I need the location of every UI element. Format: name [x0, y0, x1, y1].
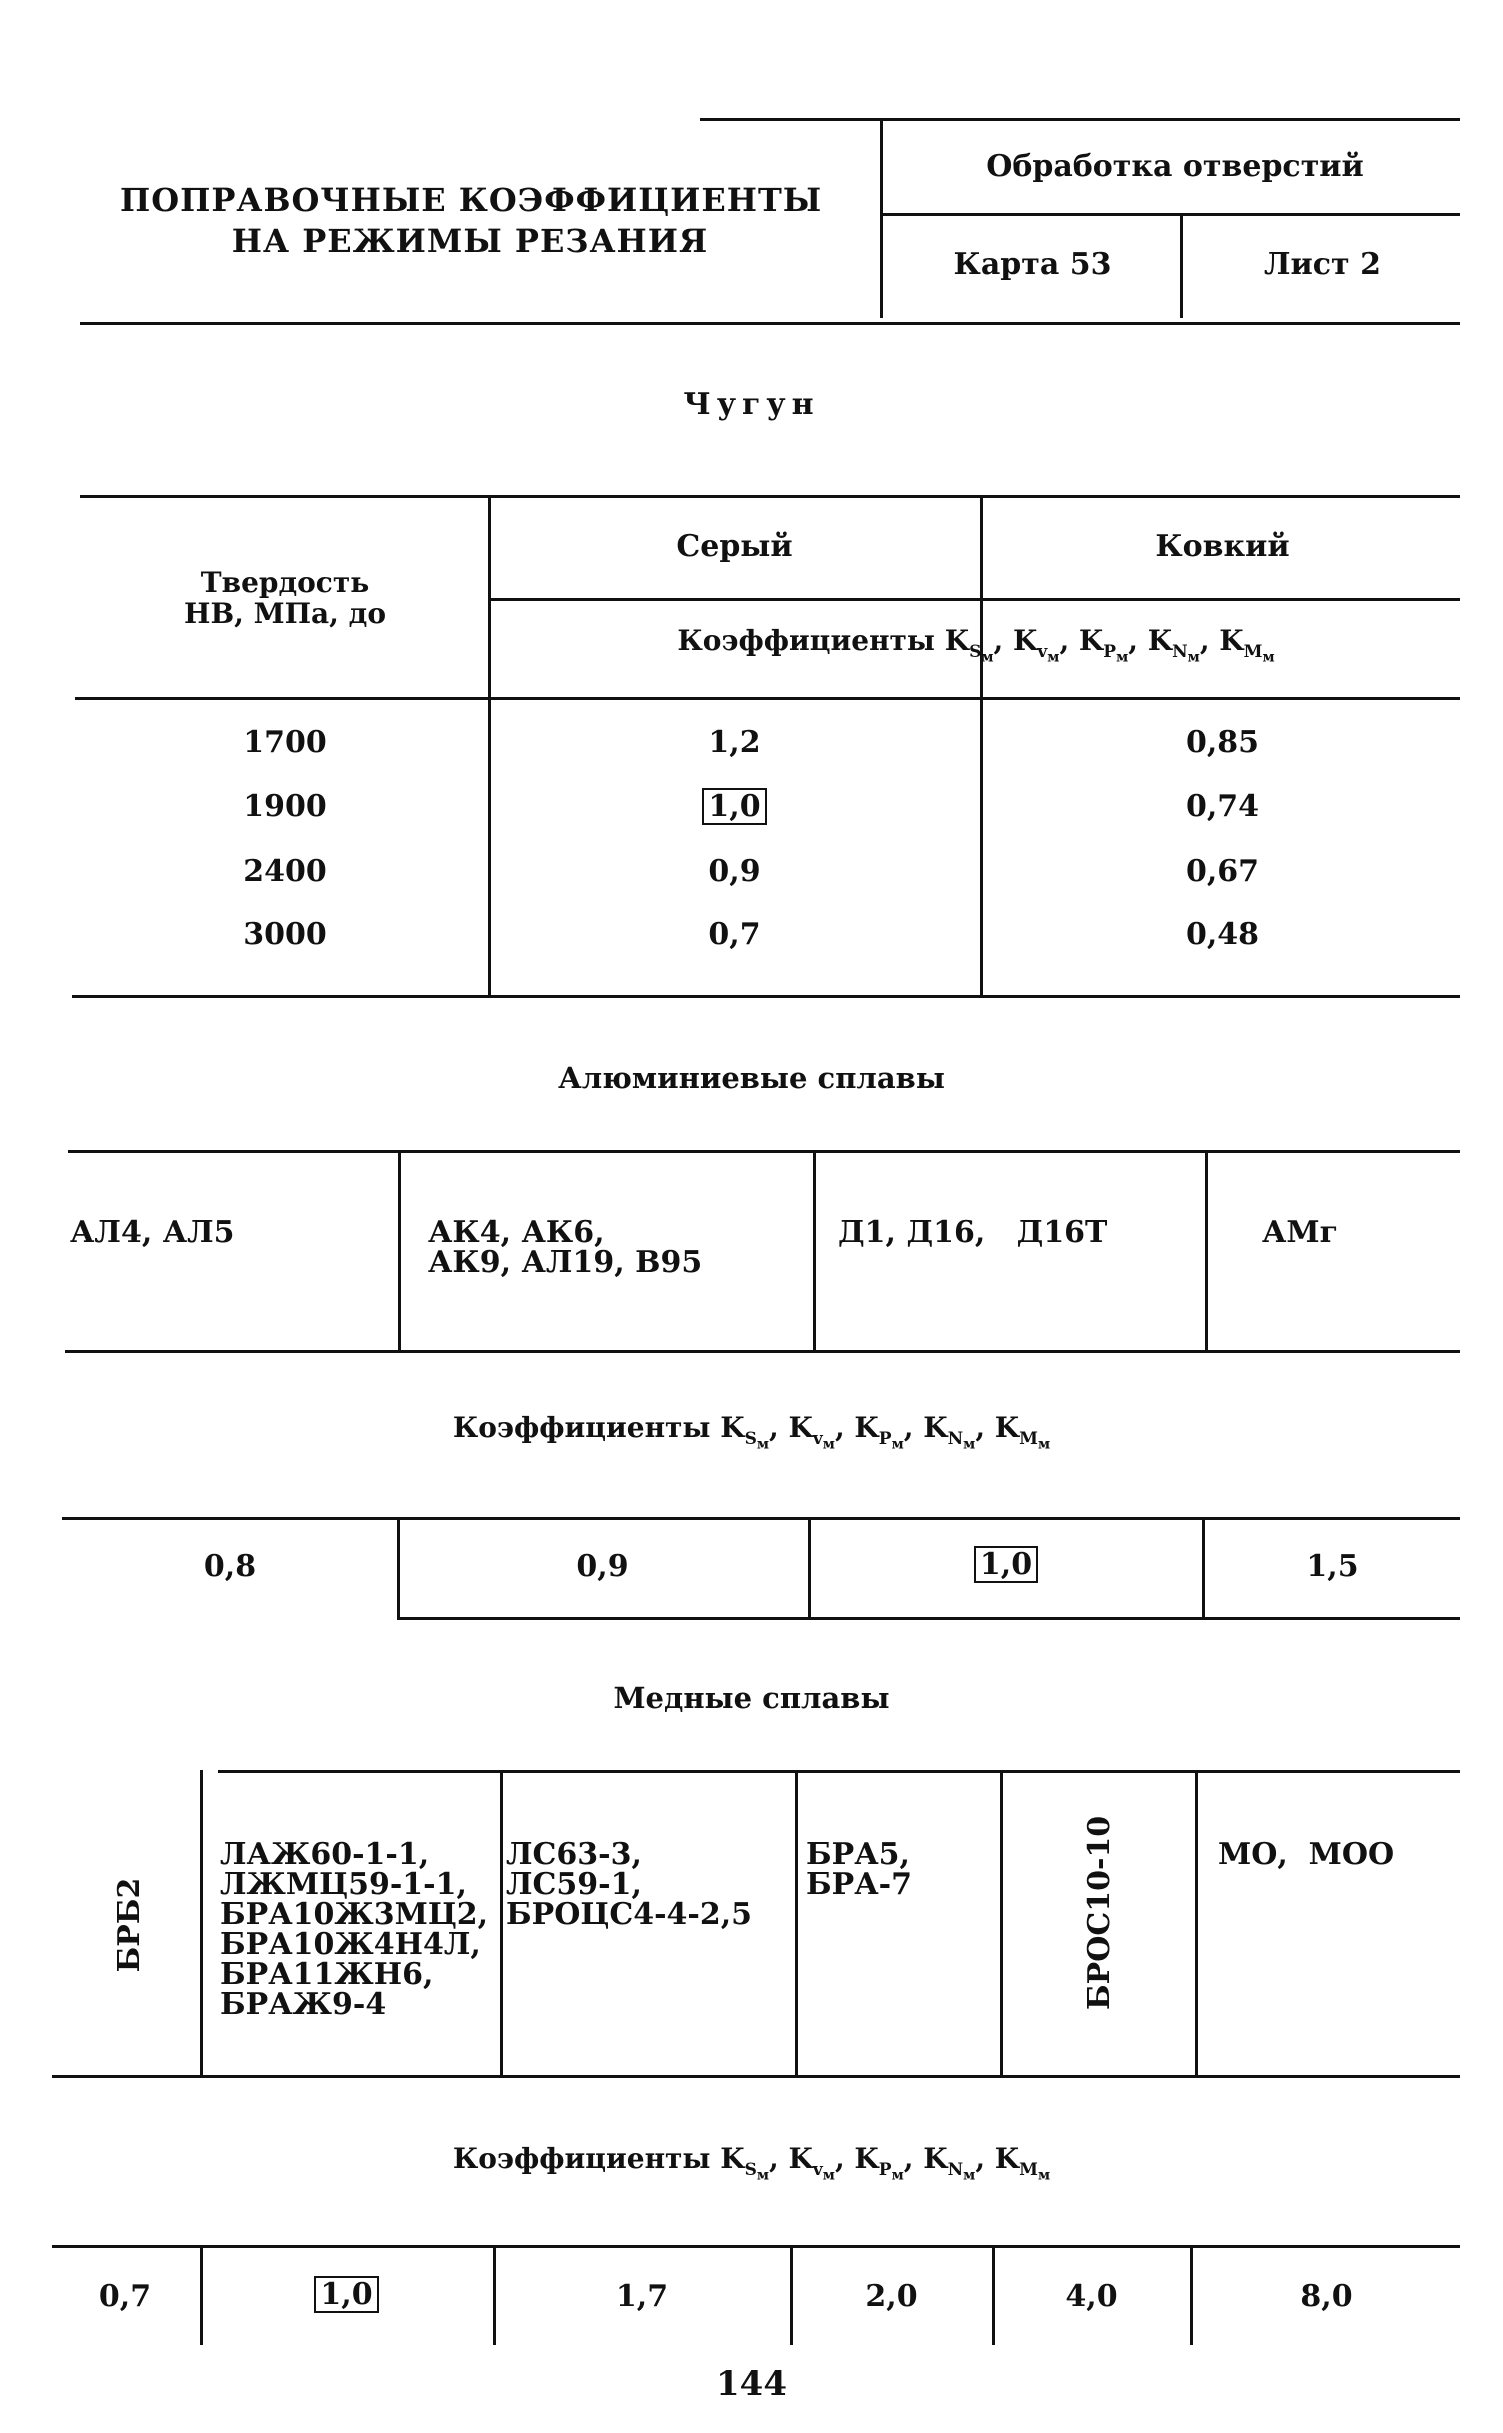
gray-value-text: 0,7: [708, 917, 761, 952]
header-card-divider: [1180, 213, 1183, 318]
coef-symbol: $K_{P_м}$,: [1069, 624, 1138, 665]
copper-group-2-line: ЛЖМЦ59-1-1,: [220, 1867, 467, 1902]
coef-symbol-subscript: Pм: [878, 2159, 904, 2183]
coef-symbol-subscript: Pм: [878, 1428, 904, 1452]
malleable-value: 0,74: [1185, 789, 1260, 824]
cast-iron-header-bottom-rule: [75, 697, 1460, 700]
copper-col-divider-5: [1195, 1770, 1198, 2075]
coef-symbol-subsubscript: м: [1116, 648, 1129, 665]
gray-value: [492, 855, 977, 890]
copper-col-divider-3: [795, 1770, 798, 2075]
coef-symbol-subsubscript: м: [981, 648, 994, 665]
hardness-value: 1900: [243, 789, 327, 824]
malleable-value: 0,67: [1185, 854, 1260, 889]
copper-group-4-line: БРА5,: [806, 1837, 910, 1872]
page-title-line1: ПОПРАВОЧНЫЕ КОЭФФИЦИЕНТЫ: [120, 181, 823, 219]
coef-symbol: $K_{N_м}$,: [1138, 624, 1210, 665]
gray-value: [492, 788, 977, 825]
copper-value: 2,0: [865, 2279, 918, 2314]
header-divider: [880, 118, 883, 318]
copper-groups-bottom-rule: [52, 2075, 1460, 2078]
coef-symbol-subsubscript: м: [963, 1435, 976, 1452]
coef-symbol: $K_{P_м}$,: [844, 1411, 914, 1452]
copper-group-bros10-10: БРОС10-10: [1082, 1815, 1117, 2010]
coef-symbol-subsubscript: м: [822, 2166, 835, 2183]
coef-symbol-subscript: Pм: [1103, 641, 1129, 665]
coef-symbol: $K_{P_м}$,: [844, 2142, 914, 2183]
coef-symbol-subscript: Mм: [1019, 1428, 1051, 1452]
coef-symbol: $K_{v_м}$,: [1003, 624, 1070, 665]
gray-value-boxed: 1,0: [702, 788, 766, 825]
sheet-number: Лист 2: [1264, 247, 1381, 282]
coef-symbol: $K_{M_м}$: [985, 2142, 1051, 2183]
copper-group-4-line: БРА-7: [806, 1867, 912, 1902]
coef-symbol-subsubscript: м: [1037, 1435, 1051, 1452]
coef-symbol-subscript: Sм: [744, 2159, 770, 2183]
page-title-line2: НА РЕЖИМЫ РЕЗАНИЯ: [231, 222, 709, 260]
aluminum-value-boxed: 1,0: [974, 1546, 1038, 1583]
coef-symbol-subsubscript: м: [891, 1435, 904, 1452]
coef-symbols: [944, 624, 1275, 665]
hardness-value: 2400: [243, 854, 327, 889]
malleable-value: 0,85: [1185, 725, 1260, 760]
aluminum-value: 0,8: [203, 1549, 257, 1584]
copper-value: 0,7: [98, 2279, 152, 2314]
copper-group-3-line: ЛС63-3,: [506, 1837, 642, 1872]
aluminum-group-3: Д1, Д16, Д16Т: [838, 1215, 1108, 1250]
copper-top-rule: [218, 1770, 1460, 1773]
cast-iron-top-rule: [80, 495, 1460, 498]
gray-value-text: 0,9: [708, 854, 761, 889]
card-number: Карта 53: [953, 247, 1112, 282]
coef-symbol: $K_{N_м}$,: [913, 1411, 986, 1452]
coef-symbol-subscript: Nм: [947, 2159, 976, 2183]
coef-symbol: $K_{M_м}$: [1209, 624, 1275, 665]
copper-value: 8,0: [1300, 2279, 1353, 2314]
header-top-rule: [700, 118, 1460, 121]
aluminum-title: Алюминиевые сплавы: [558, 1061, 945, 1095]
cast-iron-col-divider-1: [488, 495, 491, 995]
aluminum-group-4: АМг: [1262, 1215, 1339, 1250]
cast-iron-col-divider-2: [980, 495, 983, 995]
aluminum-col-divider-1: [398, 1150, 401, 1350]
copper-col-divider-4: [1000, 1770, 1003, 2075]
coef-symbols: [720, 1411, 1051, 1452]
aluminum-values-top-rule: [62, 1517, 1460, 1520]
aluminum-value: 0,9: [576, 1549, 629, 1584]
coef-symbol-subscript: vм: [1037, 641, 1060, 665]
copper-col-divider-1: [200, 1770, 203, 2075]
malleable-value: 0,48: [1185, 917, 1260, 952]
copper-value: 4,0: [1065, 2279, 1118, 2314]
section-name: Обработка отверстий: [986, 149, 1364, 184]
aluminum-group-2-line2: АК9, АЛ19, В95: [428, 1245, 703, 1280]
copper-group-brb2: БРБ2: [112, 1877, 147, 1973]
coef-symbol: $K_{M_м}$: [985, 1411, 1051, 1452]
gray-iron-header: Серый: [676, 529, 793, 564]
coef-symbol: $K_{N_м}$,: [913, 2142, 986, 2183]
copper-group-6: МО, МОО: [1218, 1837, 1395, 1872]
coef-symbol-subsubscript: м: [756, 2166, 770, 2183]
aluminum-group-1: АЛ4, АЛ5: [70, 1215, 235, 1250]
coefficients-label: Коэффициенты: [452, 1411, 711, 1444]
gray-value: [492, 918, 977, 953]
aluminum-group-2-line1: АК4, АК6,: [428, 1215, 605, 1250]
coef-symbol-subsubscript: м: [822, 1435, 835, 1452]
aluminum-values-bottom-rule: [397, 1617, 1460, 1620]
aluminum-value: [811, 1546, 1201, 1583]
copper-title: Медные сплавы: [613, 1681, 890, 1715]
coef-symbol-subsubscript: м: [1047, 648, 1060, 665]
header-mid-rule: [880, 213, 1460, 216]
coef-symbol: $K_{S_м}$,: [720, 2142, 779, 2183]
coefficients-label: Коэффициенты: [452, 2142, 711, 2175]
aluminum-groups-bottom-rule: [65, 1350, 1460, 1353]
coef-symbol-subscript: Sм: [744, 1428, 770, 1452]
cast-iron-coefficients-header: [492, 625, 1460, 665]
coef-symbol-subsubscript: м: [891, 2166, 904, 2183]
aluminum-coefficients-header: [0, 1412, 1503, 1452]
coef-symbol-subsubscript: м: [756, 1435, 770, 1452]
copper-group-3-line: БРОЦС4-4-2,5: [506, 1897, 753, 1932]
coef-symbol-subsubscript: м: [1187, 648, 1200, 665]
header-bottom-rule: [80, 322, 1460, 325]
coef-symbol-subscript: vм: [812, 2159, 835, 2183]
cast-iron-bottom-rule: [72, 995, 1460, 998]
copper-group-2-line: ЛАЖ60-1-1,: [220, 1837, 430, 1872]
copper-value-boxed: 1,0: [314, 2276, 378, 2313]
aluminum-value: 1,5: [1306, 1549, 1359, 1584]
malleable-iron-header: Ковкий: [1155, 529, 1290, 564]
aluminum-col-divider-3: [1205, 1150, 1208, 1350]
gray-value: [492, 726, 977, 761]
page-number: 144: [716, 2364, 787, 2404]
gray-value-text: 1,2: [708, 725, 761, 760]
copper-value: 1,7: [615, 2279, 669, 2314]
coef-symbol-subscript: Nм: [947, 1428, 976, 1452]
copper-group-2-line: БРА11ЖН6,: [220, 1957, 434, 1992]
copper-group-2-line: БРАЖ9-4: [220, 1987, 387, 2022]
cast-iron-subheader-rule: [490, 598, 1460, 601]
coef-symbol-subscript: Sм: [969, 641, 994, 665]
coefficients-label: Коэффициенты: [677, 624, 935, 657]
copper-coefficients-header: [0, 2143, 1503, 2183]
coef-symbol: $K_{v_м}$,: [778, 1411, 845, 1452]
coef-symbols: [720, 2142, 1051, 2183]
copper-col-divider-2: [500, 1770, 503, 2075]
copper-group-2-line: БРА10Ж4Н4Л,: [220, 1927, 481, 1962]
copper-group-2-line: БРА10Ж3МЦ2,: [220, 1897, 489, 1932]
coef-symbol-subscript: vм: [812, 1428, 835, 1452]
coef-symbol-subscript: Nм: [1172, 641, 1200, 665]
cast-iron-title: Чугун: [683, 387, 820, 422]
hardness-value: 3000: [243, 917, 327, 952]
copper-value: [203, 2276, 490, 2313]
coef-symbol-subscript: Mм: [1243, 641, 1275, 665]
coef-symbol: $K_{v_м}$,: [778, 2142, 845, 2183]
aluminum-col-divider-2: [813, 1150, 816, 1350]
copper-values-top-rule: [52, 2245, 1460, 2248]
coef-symbol-subscript: Mм: [1019, 2159, 1051, 2183]
hardness-header-line2: НВ, МПа, до: [183, 597, 387, 630]
coef-symbol-subsubscript: м: [1037, 2166, 1051, 2183]
hardness-value: 1700: [243, 725, 327, 760]
hardness-header-line1: Твердость: [200, 566, 370, 599]
coef-symbol: $K_{S_м}$,: [944, 624, 1004, 665]
coef-symbol: $K_{S_м}$,: [720, 1411, 779, 1452]
copper-group-3-line: ЛС59-1,: [506, 1867, 642, 1902]
coef-symbol-subsubscript: м: [963, 2166, 976, 2183]
aluminum-top-rule: [68, 1150, 1460, 1153]
coef-symbol-subsubscript: м: [1262, 648, 1275, 665]
